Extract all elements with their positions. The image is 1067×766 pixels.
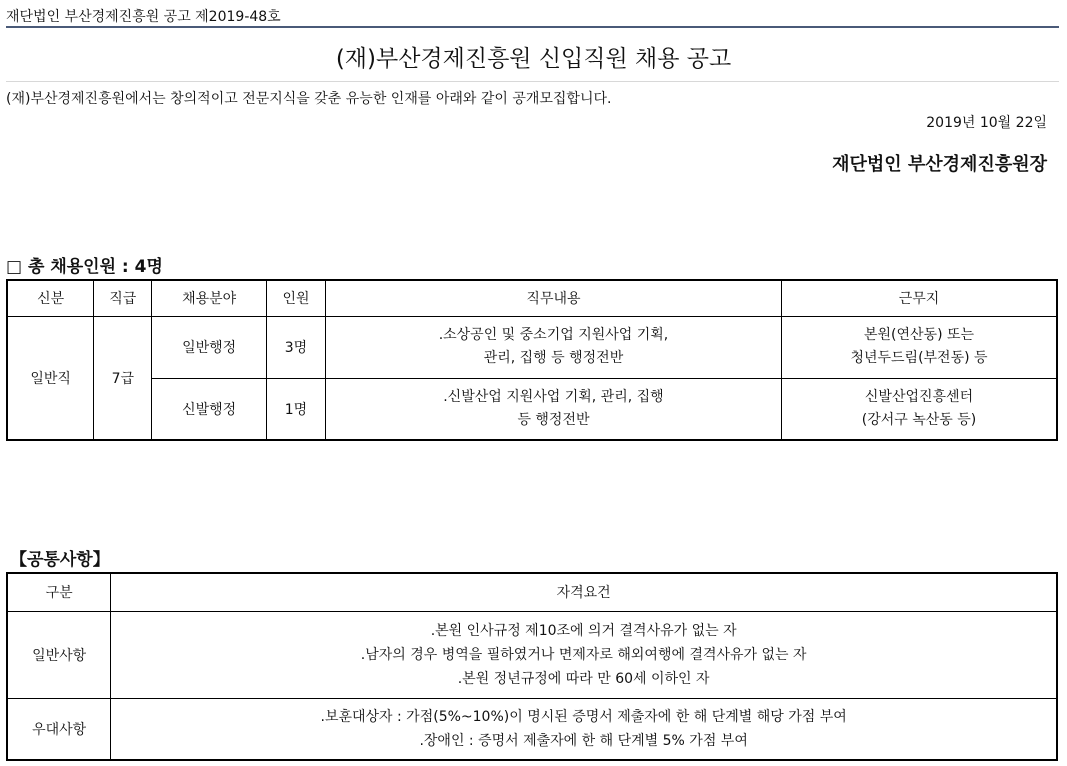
header-category: 구분 <box>7 573 111 611</box>
duty-line: 등 행정전반 <box>517 411 590 428</box>
location-line: 본원(연산동) 또는 <box>863 327 975 343</box>
table-row <box>7 316 1057 378</box>
common-table <box>6 572 1058 761</box>
header-divider <box>6 26 1059 28</box>
header-grade: 직급 <box>94 280 152 316</box>
cell-duties <box>325 378 781 440</box>
location-line: 청년두드림(부전동) 등 <box>850 350 988 366</box>
intro-text: (재)부산경제진흥원에서는 창의적이고 전문지식을 갖춘 유능한 인재를 아래와 같이 공개모집합니다. <box>6 91 612 107</box>
duty-line: .신발산업 지원사업 기획, 관리, 집행 <box>443 388 664 405</box>
table-row <box>7 698 1057 760</box>
announcement-date: 2019년 10월 22일 <box>926 115 1047 131</box>
cell-count: 3명 <box>267 316 326 378</box>
header-requirements: 자격요건 <box>111 573 1057 611</box>
cell-field: 일반행정 <box>152 316 267 378</box>
duty-line: .소상공인 및 중소기업 지원사업 기획, <box>438 327 669 343</box>
issuer-name: 재단법인 부산경제진흥원장 <box>832 154 1047 175</box>
header-field: 채용분야 <box>152 280 267 316</box>
cell-status: 일반직 <box>7 316 94 440</box>
cell-count: 1명 <box>267 378 326 440</box>
common-header-row <box>7 573 1057 611</box>
cell-location <box>782 378 1057 440</box>
cell-requirements <box>111 611 1057 698</box>
cell-grade: 7급 <box>94 316 152 440</box>
header-count: 인원 <box>267 280 326 316</box>
table-row <box>7 378 1057 440</box>
recruit-table <box>6 279 1058 441</box>
requirement-line: .장애인 : 증명서 제출자에 한 해 단계별 5% 가점 부여 <box>419 732 748 749</box>
requirement-line: .남자의 경우 병역을 필하였거나 면제자로 해외여행에 결격사유가 없는 자 <box>360 646 807 663</box>
header-duties: 직무내용 <box>325 280 781 316</box>
header-location: 근무지 <box>782 280 1057 316</box>
cell-location <box>782 316 1057 378</box>
requirement-line: .본원 인사규정 제10조에 의거 결격사유가 없는 자 <box>430 622 737 639</box>
location-line: 신발산업진흥센터 <box>864 388 974 405</box>
cell-category: 우대사항 <box>7 698 111 760</box>
announcement-number: 재단법인 부산경제진흥원 공고 제2019-48호 <box>6 9 281 25</box>
title-divider <box>6 81 1059 82</box>
common-heading: 【공통사항】 <box>10 550 110 570</box>
duty-line: 관리, 집행 등 행정전반 <box>483 350 624 366</box>
cell-duties <box>325 316 781 378</box>
header-status: 신분 <box>7 280 94 316</box>
table-row <box>7 611 1057 698</box>
recruit-header-row <box>7 280 1057 316</box>
cell-field: 신발행정 <box>152 378 267 440</box>
page-title: (재)부산경제진흥원 신입직원 채용 공고 <box>335 46 732 72</box>
location-line: (강서구 녹산동 등) <box>861 411 977 428</box>
recruit-heading: □ 총 채용인원 : 4명 <box>6 257 163 277</box>
requirement-line: .보훈대상자 : 가점(5%~10%)이 명시된 증명서 제출자에 한 해 단계별 해당 가점 부여 <box>320 708 847 725</box>
cell-requirements <box>111 698 1057 760</box>
requirement-line: .본원 정년규정에 따라 만 60세 이하인 자 <box>457 670 710 687</box>
cell-category: 일반사항 <box>7 611 111 698</box>
